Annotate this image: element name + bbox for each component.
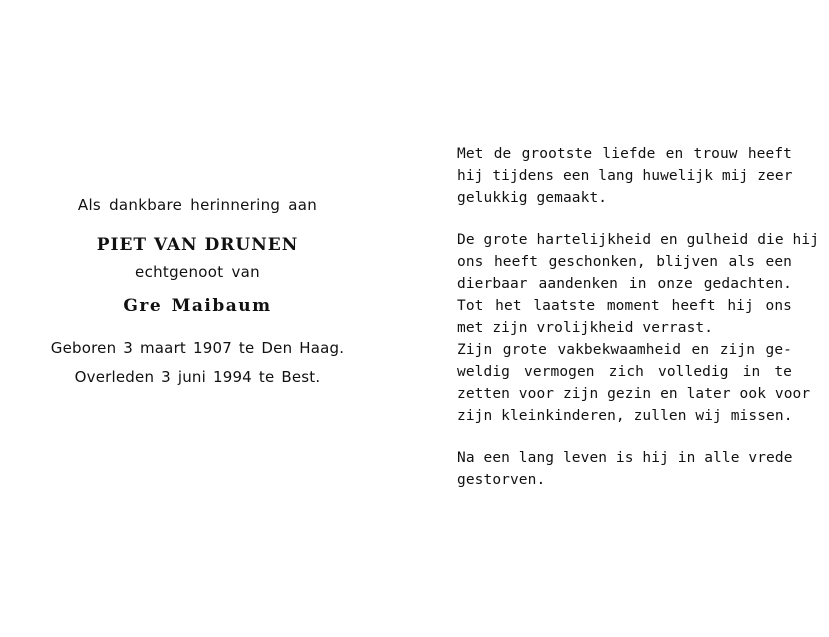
death-line: Overleden 3 juni 1994 te Best. [74, 368, 321, 386]
text-line: dierbaar aandenken in onze gedachten. [457, 276, 792, 292]
paragraph-peace [457, 447, 792, 491]
text-line: gestorven. [457, 472, 546, 488]
text-line: Met de grootste liefde en trouw heeft [457, 146, 792, 162]
relation-text: echtgenoot van [135, 263, 260, 281]
text-line: met zijn vrolijkheid verrast. [457, 320, 714, 336]
text-line: zetten voor zijn gezin en later ook voor [457, 386, 811, 402]
text-line: hij tijdens een lang huwelijk mij zeer [457, 168, 793, 184]
deceased-name: PIET VAN DRUNEN [96, 235, 299, 255]
birth-line: Geboren 3 maart 1907 te Den Haag. [50, 339, 345, 357]
text-line: Zijn grote vakbekwaamheid en zijn ge- [457, 342, 792, 358]
text-line: De grote hartelijkheid en gulheid die hij [457, 232, 820, 248]
text-line: weldig vermogen zich volledig in te [457, 364, 792, 380]
spouse-name: Gre Maibaum [123, 296, 272, 316]
right-panel [457, 143, 820, 511]
left-panel [30, 190, 365, 392]
text-line: zijn kleinkinderen, zullen wij missen. [457, 408, 793, 424]
text-line: Tot het laatste moment heeft hij ons [457, 298, 792, 314]
paragraph-love [457, 143, 792, 209]
text-line: gelukkig gemaakt. [457, 190, 608, 206]
text-line: Na een lang leven is hij in alle vrede [457, 450, 793, 466]
paragraph-skill [457, 339, 811, 427]
paragraph-kindness [457, 229, 820, 339]
intro-text: Als dankbare herinnering aan [77, 196, 318, 214]
text-line: ons heeft geschonken, blijven als een [457, 254, 792, 270]
